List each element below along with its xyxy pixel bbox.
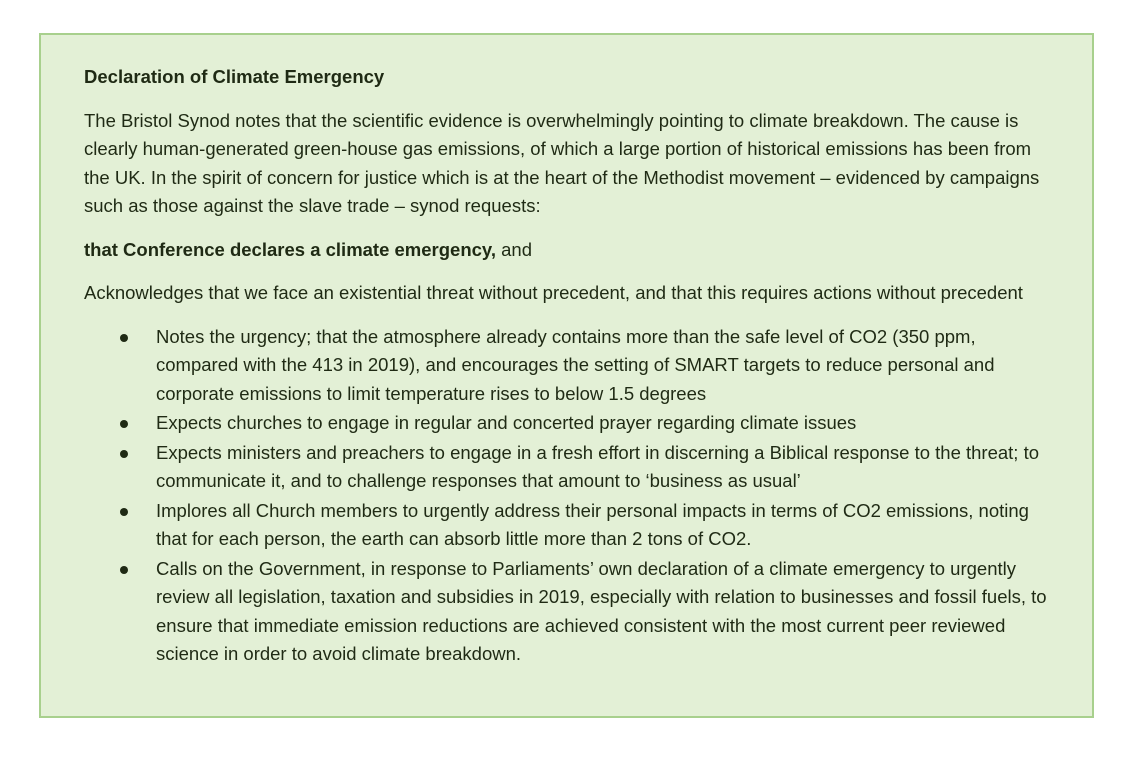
intro-paragraph: The Bristol Synod notes that the scientific evidence is overwhelmingly pointing to climate breakdown. The cause is clearly human-generated green-house gas emissions, of which a large portion of historical emissions has been from the UK. In the spirit of concern for justice which is at the heart of the Methodist movement – evidenced by campaigns such as those against the slave trade – synod requests: [84,109,1040,216]
list-item [84,323,1059,409]
bullet-icon [120,508,128,516]
motion-tail-text: and [495,238,532,260]
bullet-icon [120,450,128,458]
list-item-text: Expects churches to engage in regular and concerted prayer regarding climate issues [156,412,857,433]
list-item-text: Notes the urgency; that the atmosphere already contains more than the safe level of CO2 (350 ppm, compared with the 413 in 2019), and encourages the setting of SMART targets to reduce personal and corporate emissions to limit temperature rises to below 1.5 degrees [156,325,995,404]
requests-list [84,323,1059,669]
list-item-text: Calls on the Government, in response to Parliaments’ own declaration of a climate emergency to urgently review all legislation, taxation and subsidies in 2019, especially with relation to businesses and fossil fuels, to ensure that immediate emission reductions are achieved consistent with the most current peer reviewed science in order to avoid climate breakdown. [156,557,1047,664]
bullet-icon [120,334,128,342]
declaration-box [39,33,1094,718]
acknowledgement-paragraph: Acknowledges that we face an existential threat without precedent, and that this requires actions without precedent [84,282,1023,303]
list-item-text: Expects ministers and preachers to engage in a fresh effort in discerning a Biblical response to the threat; to communicate it, and to challenge responses that amount to ‘business as usual’ [156,441,1040,491]
list-item [84,439,1059,496]
bullet-icon [120,566,128,574]
motion-paragraph [84,236,1059,265]
declaration-content [84,63,1059,670]
list-item [84,555,1059,669]
list-item-text: Implores all Church members to urgently address their personal impacts in terms of CO2 emissions, noting that for each person, the earth can absorb little more than 2 tons of CO2. [156,499,1029,549]
bullet-icon [120,420,128,428]
motion-bold-text: that Conference declares a climate emergency, [84,238,496,260]
document-title: Declaration of Climate Emergency [84,66,385,87]
list-item [84,409,1059,438]
list-item [84,497,1059,554]
